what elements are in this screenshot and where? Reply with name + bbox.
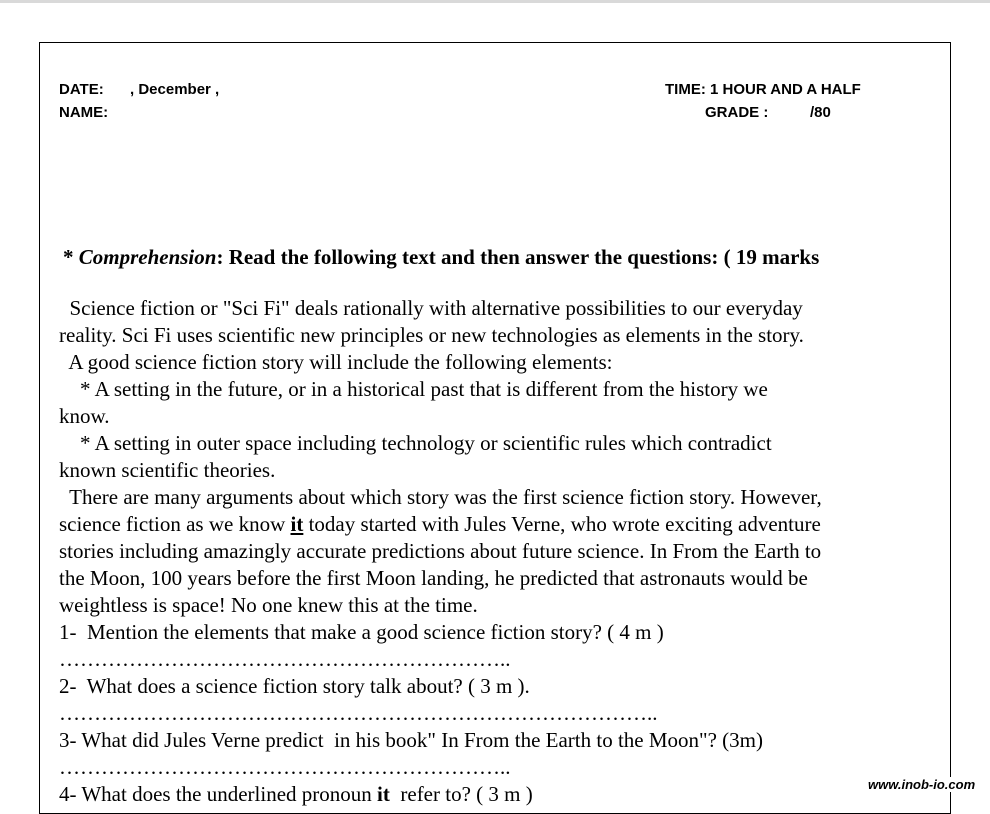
passage-line-8: There are many arguments about which story was the first science fiction story. However, <box>59 485 822 509</box>
section-heading <box>63 245 943 270</box>
answer-line-1: ……………………………………………………….. <box>59 647 511 671</box>
time-label: TIME: 1 HOUR AND A HALF <box>665 81 861 98</box>
passage-line-11: the Moon, 100 years before the first Moon landing, he predicted that astronauts would be <box>59 566 808 590</box>
passage-line-9-end: today started with Jules Verne, who wrote exciting adventure <box>303 512 821 536</box>
passage-line-10: stories including amazingly accurate predictions about future science. In From the Earth to <box>59 539 822 563</box>
passage-line-9-start: science fiction as we know <box>59 512 291 536</box>
passage-line-4: * A setting in the future, or in a historical past that is different from the history we <box>59 377 768 401</box>
date-value: , December , <box>130 81 220 98</box>
grade-value: /80 <box>810 104 831 121</box>
question-3: 3- What did Jules Verne predict in his book" In From the Earth to the Moon"? (3m) <box>59 728 763 752</box>
question-1: 1- Mention the elements that make a good science fiction story? ( 4 m ) <box>59 620 664 644</box>
underlined-pronoun: it <box>290 512 304 536</box>
passage-line-5: know. <box>59 404 110 428</box>
passage-line-7: known scientific theories. <box>59 458 276 482</box>
question-4 <box>59 781 939 808</box>
answer-line-3: ……………………………………………………….. <box>59 755 511 779</box>
question-4-end: refer to? ( 3 m ) <box>389 782 533 806</box>
passage-line-3: A good science fiction story will include the following elements: <box>59 350 613 374</box>
question-4-pronoun: it <box>377 782 390 806</box>
heading-instruction: : Read the following text and then answer the questions: ( 19 marks <box>216 245 820 269</box>
watermark: www.inob-io.com <box>868 777 976 792</box>
question-4-start: 4- What does the underlined pronoun <box>59 782 378 806</box>
passage-line-2: reality. Sci Fi uses scientific new principles or new technologies as elements in the story. <box>59 323 804 347</box>
passage-line-6: * A setting in outer space including technology or scientific rules which contradict <box>59 431 772 455</box>
answer-line-2: ………………………………………………………………………….. <box>59 701 658 725</box>
passage-line-1: Science fiction or "Sci Fi" deals rationally with alternative possibilities to our everyday <box>59 296 803 320</box>
date-label: DATE: <box>59 81 104 98</box>
heading-title: Comprehension <box>78 245 217 269</box>
question-2: 2- What does a science fiction story talk about? ( 3 m ). <box>59 674 530 698</box>
passage <box>59 295 939 808</box>
name-label: NAME: <box>59 104 109 121</box>
document-page <box>39 42 951 814</box>
passage-line-9 <box>59 511 939 538</box>
heading-bullet: * <box>63 245 79 269</box>
passage-line-12: weightless is space! No one knew this at the time. <box>59 593 478 617</box>
top-rule <box>0 0 990 3</box>
grade-label: GRADE : <box>705 104 769 121</box>
